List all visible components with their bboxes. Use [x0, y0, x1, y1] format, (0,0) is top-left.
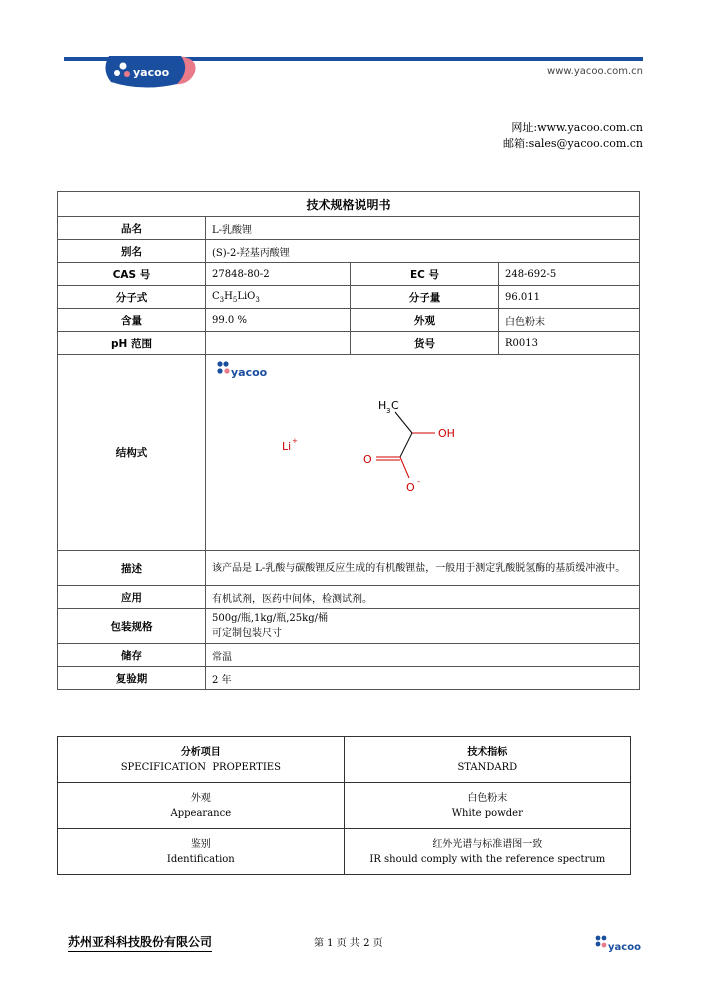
- analysis-row-standard: [344, 829, 630, 875]
- row-std-cn: 白色粉末: [467, 792, 508, 804]
- application-label: 应用: [58, 586, 206, 609]
- formula-label: 分子式: [58, 286, 206, 309]
- structure-watermark-text: yacoo: [231, 366, 268, 379]
- alias-value: (S)-2-羟基丙酸锂: [206, 240, 640, 263]
- analysis-col2-cn: 技术指标: [467, 746, 508, 758]
- analysis-row-item: [58, 783, 345, 829]
- row-std-cn: 红外光谱与标准谱图一致: [432, 838, 543, 850]
- yacoo-logo: [103, 52, 197, 88]
- ph-value: [206, 332, 351, 355]
- bond-ch3: [395, 412, 412, 433]
- packaging-line1: 500g/瓶,1kg/瓶,25kg/桶: [212, 613, 328, 624]
- ec-value: 248-692-5: [498, 263, 639, 286]
- analysis-col1-cn: 分析项目: [180, 746, 221, 758]
- carboxylate-o: O: [406, 481, 415, 494]
- item-no-value: R0013: [498, 332, 639, 355]
- li-ion: Li: [282, 440, 292, 453]
- retest-value: 2 年: [206, 667, 640, 690]
- analysis-col2-en: STANDARD: [457, 761, 518, 773]
- analysis-table: [57, 736, 631, 875]
- logo-text: yacoo: [133, 66, 170, 79]
- content-label: 含量: [58, 309, 206, 332]
- website-line[interactable]: 网址:www.yacoo.com.cn: [511, 121, 643, 134]
- cas-value: 27848-80-2: [206, 263, 351, 286]
- o-charge: -: [417, 477, 420, 486]
- packaging-value: [206, 609, 640, 644]
- storage-value: 常温: [206, 644, 640, 667]
- packaging-line2: 可定制包装尺寸: [212, 628, 282, 639]
- analysis-row-item: [58, 829, 345, 875]
- application-value: 有机试剂，医药中间体，检测试剂。: [206, 586, 640, 609]
- spec-title: 技术规格说明书: [58, 192, 640, 217]
- structure-watermark-logo: [217, 361, 267, 379]
- analysis-col1-en: SPECIFICATION PROPERTIES: [120, 761, 281, 773]
- formula-value: $C_3H_5LiO_3$: [206, 286, 351, 309]
- row-item-en: Identification: [166, 853, 235, 865]
- carbonyl-o: O: [363, 453, 372, 466]
- footer-logo: [594, 933, 642, 955]
- structure-diagram: [206, 355, 638, 550]
- mw-label: 分子量: [350, 286, 498, 309]
- analysis-header-item: [58, 737, 345, 783]
- description-label: 描述: [58, 551, 206, 586]
- analysis-header-standard: [344, 737, 630, 783]
- row-std-en: IR should comply with the reference spectrum: [369, 853, 606, 865]
- footer-company: 苏州亚科科技股份有限公司: [68, 933, 212, 952]
- bond-carboxyl: [400, 433, 412, 457]
- ec-label: EC 号: [350, 263, 498, 286]
- retest-label: 复验期: [58, 667, 206, 690]
- appearance-label: 外观: [350, 309, 498, 332]
- ph-label: pH 范围: [58, 332, 206, 355]
- h3c-h: H: [378, 399, 387, 412]
- footer-logo-text: yacoo: [608, 942, 641, 953]
- storage-label: 储存: [58, 644, 206, 667]
- mw-value: 96.011: [498, 286, 639, 309]
- structure-cell: [206, 355, 640, 551]
- h3c-c: C: [391, 399, 399, 412]
- row-item-en: Appearance: [170, 807, 232, 819]
- product-name-value: L-乳酸锂: [206, 217, 640, 240]
- content-value: 99.0 %: [206, 309, 351, 332]
- contact-block: [503, 120, 643, 152]
- spec-table: [57, 191, 640, 690]
- analysis-row-standard: [344, 783, 630, 829]
- bond-co-single: [400, 457, 409, 478]
- product-name-label: 品名: [58, 217, 206, 240]
- structure-label: 结构式: [58, 355, 206, 551]
- oh-group: OH: [438, 427, 455, 440]
- description-value: 该产品是 L-乳酸与碳酸锂反应生成的有机酸锂盐，一般用于测定乳酸脱氢酶的基质缓冲液中。: [206, 551, 640, 586]
- appearance-value: 白色粉末: [498, 309, 639, 332]
- cas-label: CAS 号: [58, 263, 206, 286]
- row-std-en: White powder: [451, 807, 523, 819]
- li-charge: +: [292, 437, 298, 445]
- h3c-sub: 3: [386, 407, 391, 415]
- row-item-cn: 鉴别: [190, 838, 211, 850]
- item-no-label: 货号: [350, 332, 498, 355]
- row-item-cn: 外观: [190, 792, 211, 804]
- header-url[interactable]: www.yacoo.com.cn: [547, 66, 643, 77]
- alias-label: 别名: [58, 240, 206, 263]
- footer-page-number: 第 1 页 共 2 页: [314, 938, 383, 949]
- packaging-label: 包装规格: [58, 609, 206, 644]
- email-line[interactable]: 邮箱:sales@yacoo.com.cn: [502, 137, 643, 150]
